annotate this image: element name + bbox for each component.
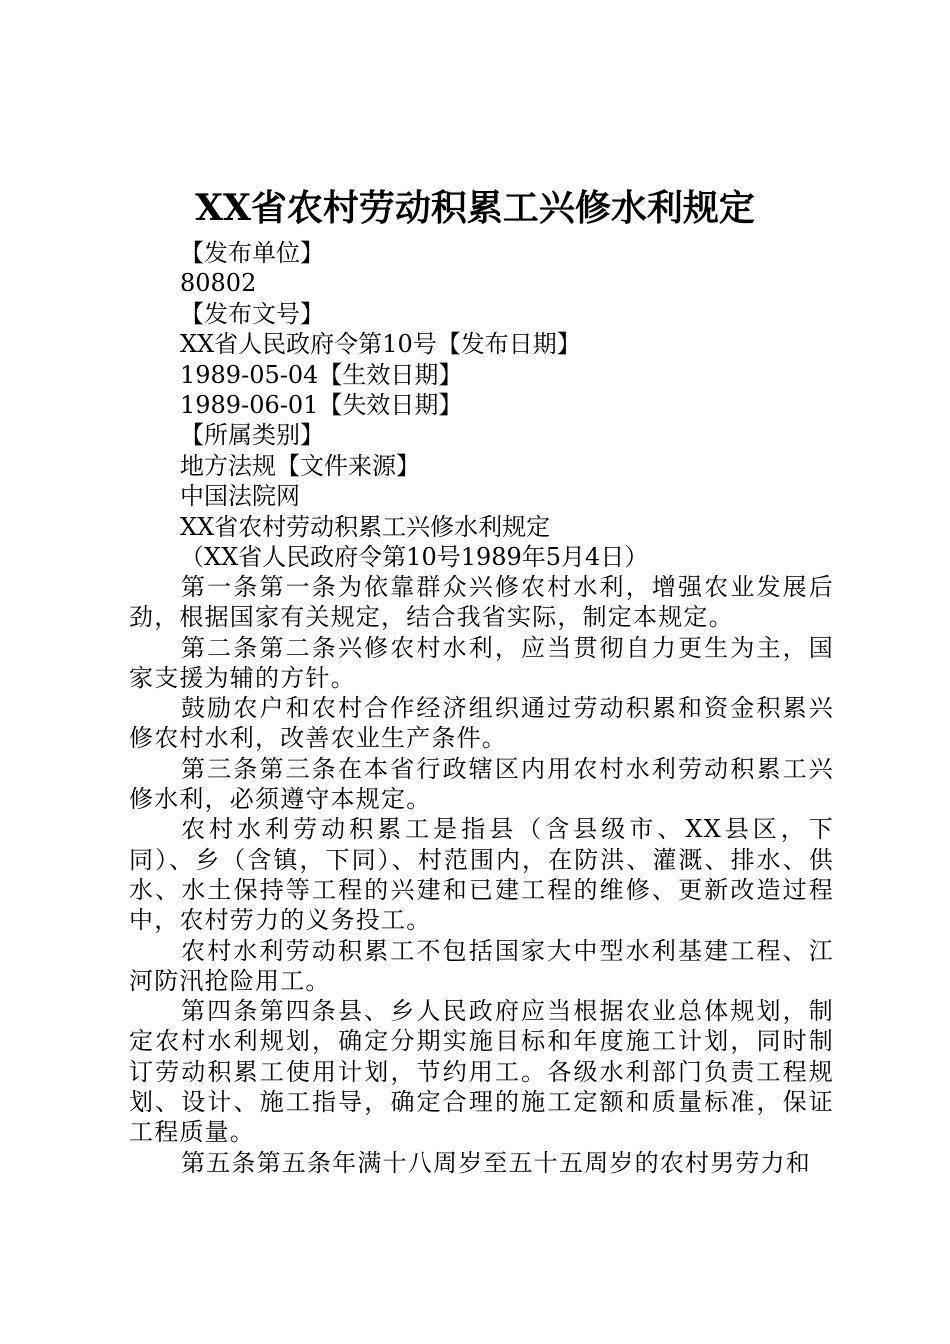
meta-line: 【发布单位】: [180, 239, 324, 267]
body-paragraph: 第四条第四条县、乡人民政府应当根据农业总体规划，制定农村水利规划，确定分期实施目标和年度施工计划，同时制订劳动积累工使用计划，节约用工。各级水利部门负责工程规划、设计、施工指导，确定合理的施工定额和质量标准，保证工程质量。: [129, 997, 834, 1147]
body-paragraph: 第一条第一条为依靠群众兴修农村水利，增强农业发展后劲，根据国家有关规定，结合我省实际，制定本规定。: [129, 573, 834, 632]
body-paragraph: 农村水利劳动积累工是指县（含县级市、XX县区，下同）、乡（含镇，下同）、村范围内，在防洪、灌溉、排水、供水、水土保持等工程的兴建和已建工程的维修、更新改造过程中，农村劳力的义务投工。: [129, 815, 834, 935]
meta-line: XX省人民政府令第10号【发布日期】: [180, 330, 581, 359]
document-meta: [180, 238, 880, 572]
body-paragraph: 第五条第五条年满十八周岁至五十五周岁的农村男劳力和: [181, 1148, 811, 1177]
body-paragraph: 农村水利劳动积累工不包括国家大中型水利基建工程、江河防汛抢险用工。: [129, 936, 834, 995]
body-paragraph: 第二条第二条兴修农村水利，应当贯彻自力更生为主，国家支援为辅的方针。: [129, 633, 834, 692]
meta-line: 地方法规【文件来源】: [180, 451, 420, 480]
meta-line: 80802: [180, 269, 257, 298]
document-body: [129, 572, 834, 1178]
meta-line: XX省农村劳动积累工兴修水利规定: [180, 512, 551, 541]
meta-line: 【发布文号】: [180, 299, 324, 328]
meta-line: 中国法院网: [180, 482, 300, 511]
body-paragraph: 鼓励农户和农村合作经济组织通过劳动积累和资金积累兴修农村水利，改善农业生产条件。: [129, 694, 834, 753]
body-paragraph: 第三条第三条在本省行政辖区内用农村水利劳动积累工兴修水利，必须遵守本规定。: [129, 754, 834, 814]
meta-line: （XX省人民政府令第10号1989年5月4日）: [180, 542, 649, 571]
meta-line: 1989-06-01【失效日期】: [180, 390, 463, 419]
meta-line: 【所属类别】: [180, 421, 324, 450]
meta-line: 1989-05-04【生效日期】: [180, 360, 463, 389]
document-title: XX省农村劳动积累工兴修水利规定: [195, 187, 755, 229]
